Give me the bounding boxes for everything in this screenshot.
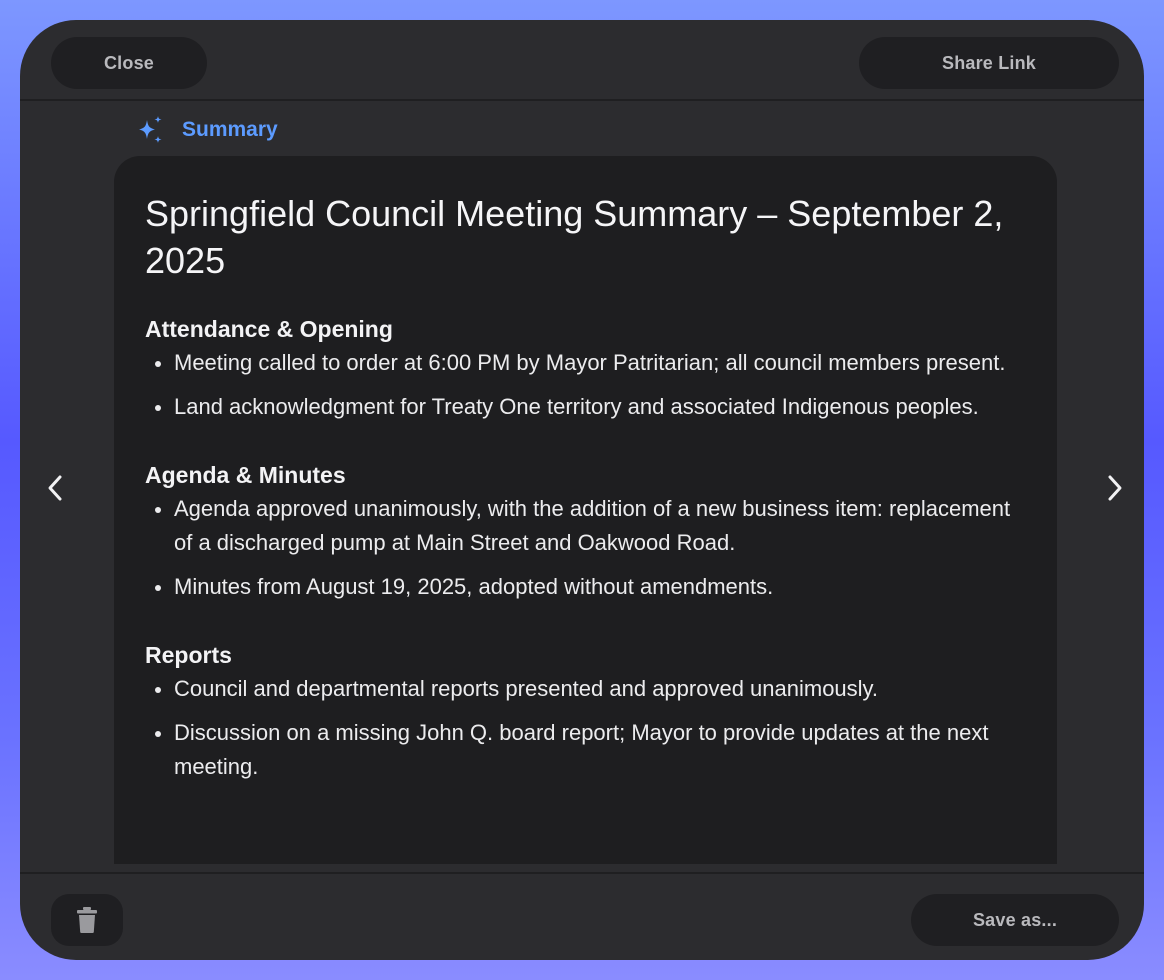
bullet-list bbox=[145, 672, 1026, 784]
previous-button[interactable] bbox=[38, 470, 74, 506]
section-heading: Reports bbox=[145, 642, 232, 668]
delete-button[interactable] bbox=[51, 894, 123, 946]
section-reports bbox=[145, 640, 1026, 784]
document-title: Springfield Council Meeting Summary – September 2, 2025 bbox=[145, 193, 1004, 281]
bottom-toolbar bbox=[20, 872, 1144, 960]
summary-dialog bbox=[20, 20, 1144, 960]
list-item: Land acknowledgment for Treaty One territory and associated Indigenous peoples. bbox=[145, 390, 1026, 424]
bullet-list bbox=[145, 492, 1026, 604]
section-heading: Agenda & Minutes bbox=[145, 462, 346, 488]
bullet-list bbox=[145, 346, 1026, 424]
section-heading: Attendance & Opening bbox=[145, 316, 393, 342]
section-agenda bbox=[145, 460, 1026, 604]
save-as-button[interactable]: Save as... bbox=[911, 894, 1119, 946]
close-button[interactable]: Close bbox=[51, 37, 207, 89]
chevron-left-icon bbox=[46, 473, 66, 503]
list-item: Minutes from August 19, 2025, adopted without amendments. bbox=[145, 570, 1026, 604]
sparkles-icon bbox=[136, 115, 166, 145]
summary-card bbox=[114, 156, 1057, 864]
share-link-button[interactable]: Share Link bbox=[859, 37, 1119, 89]
list-item: Discussion on a missing John Q. board report; Mayor to provide updates at the next meeting. bbox=[145, 716, 1026, 784]
trash-icon bbox=[76, 906, 98, 934]
next-button[interactable] bbox=[1096, 470, 1132, 506]
list-item: Agenda approved unanimously, with the addition of a new business item: replacement of a discharged pump at Main Street and Oakwood Road. bbox=[145, 492, 1026, 560]
section-attendance bbox=[145, 314, 1026, 424]
summary-header bbox=[136, 114, 278, 146]
list-item: Meeting called to order at 6:00 PM by Mayor Patritarian; all council members present. bbox=[145, 346, 1026, 380]
summary-label: Summary bbox=[182, 118, 278, 141]
list-item: Council and departmental reports presented and approved unanimously. bbox=[145, 672, 1026, 706]
chevron-right-icon bbox=[1104, 473, 1124, 503]
top-toolbar bbox=[20, 20, 1144, 101]
